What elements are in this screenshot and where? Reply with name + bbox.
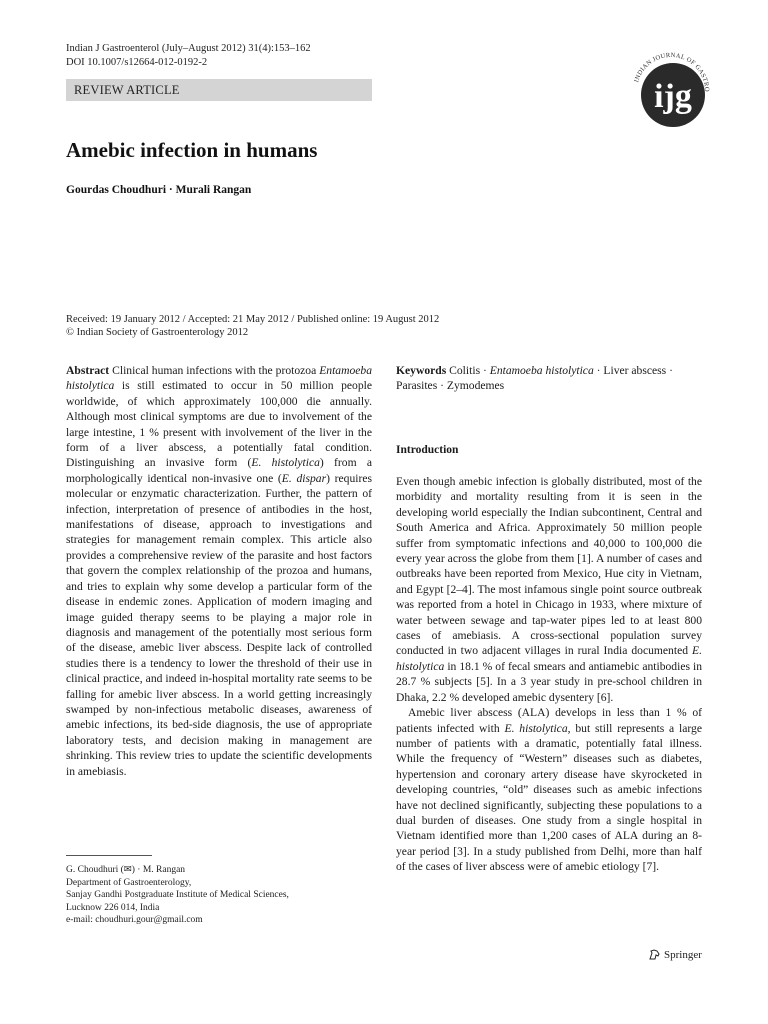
correspondence-email[interactable]: e-mail: choudhuri.gour@gmail.com (66, 915, 203, 925)
article-type-band: REVIEW ARTICLE (66, 79, 372, 101)
keywords-label: Keywords (396, 364, 447, 377)
journal-logo (627, 47, 715, 135)
springer-horse-icon (648, 948, 661, 961)
abstract (66, 363, 372, 779)
footnote-rule (66, 855, 152, 856)
intro-paragraph (396, 474, 702, 705)
article-title: Amebic infection in humans (66, 138, 318, 162)
doi[interactable]: DOI 10.1007/s12664-012-0192-2 (66, 57, 208, 68)
correspondence-authors: G. Choudhuri (✉) · M. Rangan (66, 865, 186, 875)
abstract-label: Abstract (66, 364, 110, 377)
species-name: E. histolytica (251, 456, 320, 470)
intro-text: Even though amebic infection is globally distributed, most of the morbidity and mortality resulting from it is seen in the developing world especially the Indian subcontinent, Central and South America and Africa. Approximately 50 million people suffer from symptomatic infections and 40,000 to 100,000 die every year across the globe from them [1]. A number of cases and outbreaks have been reported from Mexico, Hue city in Vietnam, and Egypt [2–4]. The most infamous single point source outbreak was reported from a hotel in Chicago in 1933, where mixture of water between sewage and tap-water pipes led to at least 800 cases of amebiasis. A cross-sectional population survey conducted in two adjacent villages in rural India documented (396, 475, 702, 658)
keywords-text: Colitis · (446, 364, 490, 377)
intro-text: , but still represents a large number of patients with a dramatic, potentially fatal illness. While the frequency of “Western” diseases such as diabetes, hypertension and coronary artery disease have skyrocketed in developing countries, “old” diseases such as amebic infections have not declined significantly, subjecting these populations to a dual burden of diseases. One study from a single hospital in Vietnam identified more than 1,200 cases of ALA during an 8-year period [3]. In a study published from Delhi, more than half of the cases of liver abscess were of amebic etiology [7]. (396, 721, 702, 874)
logo-text: ijg (654, 78, 692, 115)
species-name: E. histolytica (504, 721, 568, 735)
dates-line: Received: 19 January 2012 / Accepted: 21 May 2012 / Published online: 19 August 2012 (66, 314, 440, 325)
logo-ring-text: INDIAN JOURNAL OF GASTRO (633, 51, 711, 93)
abstract-text: ) from a morphologically identical non-invasive one ( (66, 456, 373, 485)
correspondence-institute: Sanjay Gandhi Postgraduate Institute of Medical Sciences, (66, 890, 289, 900)
intro-text: in 18.1 % of fecal smears and antiamebic antibodies in 28.7 % subjects [5]. In a 3 year study in pre-school children in Dhaka, 2.2 % developed amebic dysentery [6]. (396, 659, 702, 704)
introduction-body (396, 474, 702, 875)
correspondence-dept: Department of Gastroenterology, (66, 877, 192, 888)
species-name: E. histolytica (396, 644, 702, 673)
correspondence-city: Lucknow 226 014, India (66, 902, 160, 913)
correspondence-block (66, 864, 289, 927)
copyright-line: © Indian Society of Gastroenterology 2012 (66, 327, 249, 338)
intro-text: Amebic liver abscess (ALA) develops in less than 1 % of patients infected with (396, 706, 702, 735)
abstract-text: ) requires molecular or enzymatic characterization. Further, the pattern of infection, interpretation of presence of antibodies in the host, manifestations of disease, approach to investigations and strategies for management remain complex. This article also provides a comprehensive review of the parasite and host factors that govern the complex relationship of the prozoa and humans, and tries to explain why some develop a particular form of the disease in endemic zones. Application of modern imaging and image guided therapy seems to be playing a major role in diagnosis and management of the potentially most serious form of the disease, amebic liver abscess. Despite lack of controlled studies there is a tendency to lower the threshold of their use in clinical practice, and indeed in-hospital mortality rate seems to be falling for amebic liver abscess. In a world getting increasingly swamped by non-infectious metabolic diseases, awareness of amebic infections, its bed-side diagnosis, the use of appropriate laboratory tests, and decision making in management are shrinking. This review tries to update the scientific developments in amebiasis. (66, 471, 372, 778)
abstract-text: is still estimated to occur in 50 million people worldwide, of which approximately 100,000 die annually. Although most clinical symptoms are due to involvement of the large intestine, 1 % present with involvement of the liver in the form of a liver abscess, a potentially fatal condition. Distinguishing an invasive form ( (66, 379, 372, 470)
section-heading-introduction: Introduction (396, 444, 459, 456)
abstract-text: Clinical human infections with the protozoa (109, 364, 320, 377)
keyword-species: Entamoeba histolytica (489, 364, 594, 377)
journal-citation: Indian J Gastroenterol (July–August 2012) 31(4):153–162 (66, 43, 311, 54)
authors: Gourdas Choudhuri · Murali Rangan (66, 184, 252, 196)
intro-paragraph (396, 705, 702, 874)
dates-block (66, 313, 439, 339)
species-name: E. dispar (281, 471, 327, 485)
publisher-name: Springer (664, 948, 702, 961)
species-name: Entamoeba histolytica (66, 364, 372, 393)
publisher-mark (648, 948, 702, 961)
keywords-text: · Liver abscess · Parasites · Zymodemes (396, 364, 673, 393)
keywords (396, 363, 702, 394)
